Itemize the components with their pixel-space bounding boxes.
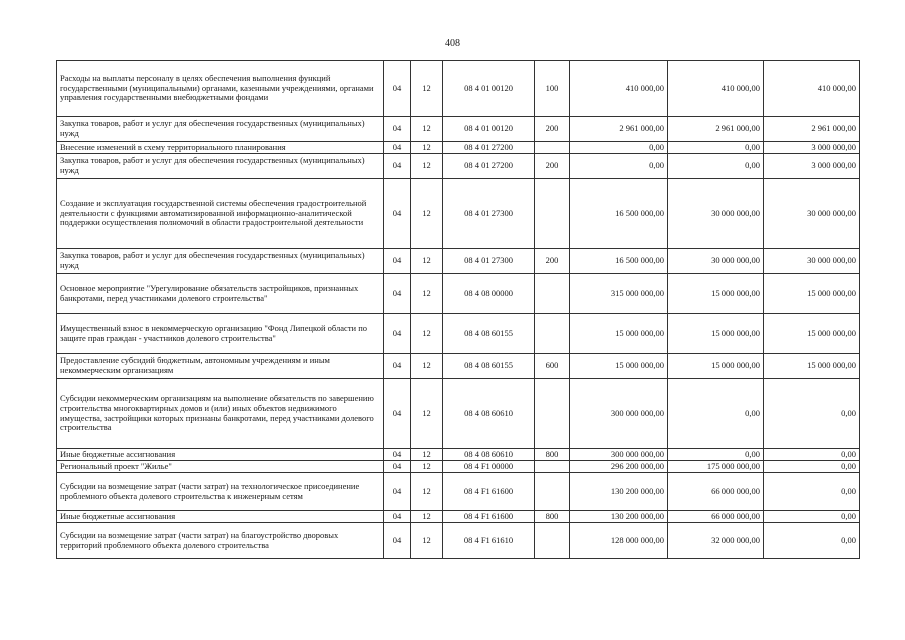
amount-year-2: 30 000 000,00 xyxy=(668,179,764,249)
subsection-code: 12 xyxy=(411,523,443,559)
amount-year-1: 15 000 000,00 xyxy=(570,354,668,379)
budget-table xyxy=(56,60,860,559)
amount-year-3: 410 000,00 xyxy=(764,61,860,117)
amount-year-3: 15 000 000,00 xyxy=(764,314,860,354)
amount-year-1: 296 200 000,00 xyxy=(570,461,668,473)
subsection-code: 12 xyxy=(411,314,443,354)
row-name: Основное мероприятие "Урегулирование обязательств застройщиков, признанных банкротами, перед участниками долевого строительства" xyxy=(57,274,384,314)
table-row xyxy=(57,511,860,523)
section-code: 04 xyxy=(384,274,411,314)
section-code: 04 xyxy=(384,142,411,154)
subsection-code: 12 xyxy=(411,249,443,274)
table-row xyxy=(57,61,860,117)
table-row xyxy=(57,142,860,154)
amount-year-1: 15 000 000,00 xyxy=(570,314,668,354)
amount-year-2: 0,00 xyxy=(668,449,764,461)
amount-year-3: 0,00 xyxy=(764,523,860,559)
row-name: Субсидии некоммерческим организациям на выполнение обязательств по завершению строительства многоквартирных домов и (или) иных объектов недвижимого имущества, застройщики которых признаны банкротами, перед участниками долевого строительства xyxy=(57,379,384,449)
amount-year-1: 300 000 000,00 xyxy=(570,449,668,461)
expense-type-code xyxy=(535,379,570,449)
section-code: 04 xyxy=(384,511,411,523)
amount-year-1: 300 000 000,00 xyxy=(570,379,668,449)
amount-year-3: 2 961 000,00 xyxy=(764,117,860,142)
subsection-code: 12 xyxy=(411,461,443,473)
table-row xyxy=(57,154,860,179)
amount-year-3: 3 000 000,00 xyxy=(764,142,860,154)
target-article-code: 08 4 F1 61610 xyxy=(443,523,535,559)
target-article-code: 08 4 01 27200 xyxy=(443,154,535,179)
table-row xyxy=(57,117,860,142)
amount-year-3: 0,00 xyxy=(764,461,860,473)
target-article-code: 08 4 01 00120 xyxy=(443,61,535,117)
table-row xyxy=(57,354,860,379)
table-body xyxy=(57,61,860,559)
amount-year-3: 0,00 xyxy=(764,379,860,449)
table-row xyxy=(57,461,860,473)
target-article-code: 08 4 01 27200 xyxy=(443,142,535,154)
amount-year-2: 15 000 000,00 xyxy=(668,314,764,354)
amount-year-2: 32 000 000,00 xyxy=(668,523,764,559)
expense-type-code xyxy=(535,523,570,559)
table-row xyxy=(57,249,860,274)
amount-year-1: 16 500 000,00 xyxy=(570,179,668,249)
subsection-code: 12 xyxy=(411,449,443,461)
target-article-code: 08 4 01 27300 xyxy=(443,179,535,249)
row-name: Расходы на выплаты персоналу в целях обеспечения выполнения функций государственными (муниципальными) органами, казенными учреждениями, органами управления государственными внебюджетными фондами xyxy=(57,61,384,117)
section-code: 04 xyxy=(384,154,411,179)
amount-year-2: 30 000 000,00 xyxy=(668,249,764,274)
subsection-code: 12 xyxy=(411,179,443,249)
row-name: Иные бюджетные ассигнования xyxy=(57,511,384,523)
amount-year-2: 2 961 000,00 xyxy=(668,117,764,142)
subsection-code: 12 xyxy=(411,511,443,523)
row-name: Предоставление субсидий бюджетным, автономным учреждениям и иным некоммерческим организациям xyxy=(57,354,384,379)
section-code: 04 xyxy=(384,379,411,449)
expense-type-code xyxy=(535,179,570,249)
section-code: 04 xyxy=(384,117,411,142)
amount-year-1: 410 000,00 xyxy=(570,61,668,117)
table-row xyxy=(57,179,860,249)
amount-year-2: 15 000 000,00 xyxy=(668,354,764,379)
expense-type-code xyxy=(535,473,570,511)
amount-year-3: 0,00 xyxy=(764,449,860,461)
expense-type-code xyxy=(535,461,570,473)
subsection-code: 12 xyxy=(411,473,443,511)
section-code: 04 xyxy=(384,61,411,117)
row-name: Внесение изменений в схему территориального планирования xyxy=(57,142,384,154)
expense-type-code: 200 xyxy=(535,154,570,179)
subsection-code: 12 xyxy=(411,354,443,379)
amount-year-3: 3 000 000,00 xyxy=(764,154,860,179)
target-article-code: 08 4 01 27300 xyxy=(443,249,535,274)
target-article-code: 08 4 F1 61600 xyxy=(443,473,535,511)
table-row xyxy=(57,379,860,449)
amount-year-1: 130 200 000,00 xyxy=(570,511,668,523)
page-number: 408 xyxy=(445,38,460,49)
table-row xyxy=(57,473,860,511)
amount-year-1: 130 200 000,00 xyxy=(570,473,668,511)
amount-year-1: 0,00 xyxy=(570,142,668,154)
subsection-code: 12 xyxy=(411,274,443,314)
amount-year-1: 0,00 xyxy=(570,154,668,179)
table-row xyxy=(57,449,860,461)
row-name: Субсидии на возмещение затрат (части затрат) на технологическое присоединение проблемного объекта долевого строительства к инженерным сетям xyxy=(57,473,384,511)
target-article-code: 08 4 F1 61600 xyxy=(443,511,535,523)
expense-type-code: 800 xyxy=(535,511,570,523)
row-name: Имущественный взнос в некоммерческую организацию "Фонд Липецкой области по защите прав граждан - участников долевого строительства" xyxy=(57,314,384,354)
amount-year-1: 315 000 000,00 xyxy=(570,274,668,314)
expense-type-code xyxy=(535,142,570,154)
expense-type-code: 800 xyxy=(535,449,570,461)
table-row xyxy=(57,274,860,314)
amount-year-2: 15 000 000,00 xyxy=(668,274,764,314)
subsection-code: 12 xyxy=(411,154,443,179)
amount-year-2: 175 000 000,00 xyxy=(668,461,764,473)
target-article-code: 08 4 08 60610 xyxy=(443,379,535,449)
section-code: 04 xyxy=(384,314,411,354)
amount-year-1: 2 961 000,00 xyxy=(570,117,668,142)
amount-year-3: 30 000 000,00 xyxy=(764,249,860,274)
amount-year-2: 0,00 xyxy=(668,154,764,179)
amount-year-2: 66 000 000,00 xyxy=(668,473,764,511)
section-code: 04 xyxy=(384,473,411,511)
amount-year-1: 128 000 000,00 xyxy=(570,523,668,559)
expense-type-code xyxy=(535,314,570,354)
expense-type-code xyxy=(535,274,570,314)
amount-year-2: 410 000,00 xyxy=(668,61,764,117)
section-code: 04 xyxy=(384,523,411,559)
amount-year-3: 15 000 000,00 xyxy=(764,274,860,314)
amount-year-1: 16 500 000,00 xyxy=(570,249,668,274)
row-name: Закупка товаров, работ и услуг для обеспечения государственных (муниципальных) нужд xyxy=(57,249,384,274)
expense-type-code: 100 xyxy=(535,61,570,117)
row-name: Иные бюджетные ассигнования xyxy=(57,449,384,461)
table-row xyxy=(57,314,860,354)
expense-type-code: 200 xyxy=(535,249,570,274)
amount-year-2: 0,00 xyxy=(668,379,764,449)
row-name: Закупка товаров, работ и услуг для обеспечения государственных (муниципальных) нужд xyxy=(57,117,384,142)
amount-year-3: 30 000 000,00 xyxy=(764,179,860,249)
expense-type-code: 200 xyxy=(535,117,570,142)
target-article-code: 08 4 08 00000 xyxy=(443,274,535,314)
amount-year-2: 0,00 xyxy=(668,142,764,154)
row-name: Субсидии на возмещение затрат (части затрат) на благоустройство дворовых территорий проблемного объекта долевого строительства xyxy=(57,523,384,559)
subsection-code: 12 xyxy=(411,117,443,142)
expense-type-code: 600 xyxy=(535,354,570,379)
target-article-code: 08 4 F1 00000 xyxy=(443,461,535,473)
amount-year-3: 0,00 xyxy=(764,473,860,511)
section-code: 04 xyxy=(384,461,411,473)
target-article-code: 08 4 01 00120 xyxy=(443,117,535,142)
row-name: Создание и эксплуатация государственной системы обеспечения градостроительной деятельности с функциями автоматизированной информационно-аналитической поддержки осуществления полномочий в области градостроительной деятельности xyxy=(57,179,384,249)
row-name: Закупка товаров, работ и услуг для обеспечения государственных (муниципальных) нужд xyxy=(57,154,384,179)
target-article-code: 08 4 08 60155 xyxy=(443,314,535,354)
table-row xyxy=(57,523,860,559)
row-name: Региональный проект "Жилье" xyxy=(57,461,384,473)
subsection-code: 12 xyxy=(411,379,443,449)
section-code: 04 xyxy=(384,354,411,379)
section-code: 04 xyxy=(384,249,411,274)
subsection-code: 12 xyxy=(411,61,443,117)
section-code: 04 xyxy=(384,449,411,461)
target-article-code: 08 4 08 60610 xyxy=(443,449,535,461)
amount-year-3: 0,00 xyxy=(764,511,860,523)
target-article-code: 08 4 08 60155 xyxy=(443,354,535,379)
section-code: 04 xyxy=(384,179,411,249)
subsection-code: 12 xyxy=(411,142,443,154)
amount-year-2: 66 000 000,00 xyxy=(668,511,764,523)
amount-year-3: 15 000 000,00 xyxy=(764,354,860,379)
